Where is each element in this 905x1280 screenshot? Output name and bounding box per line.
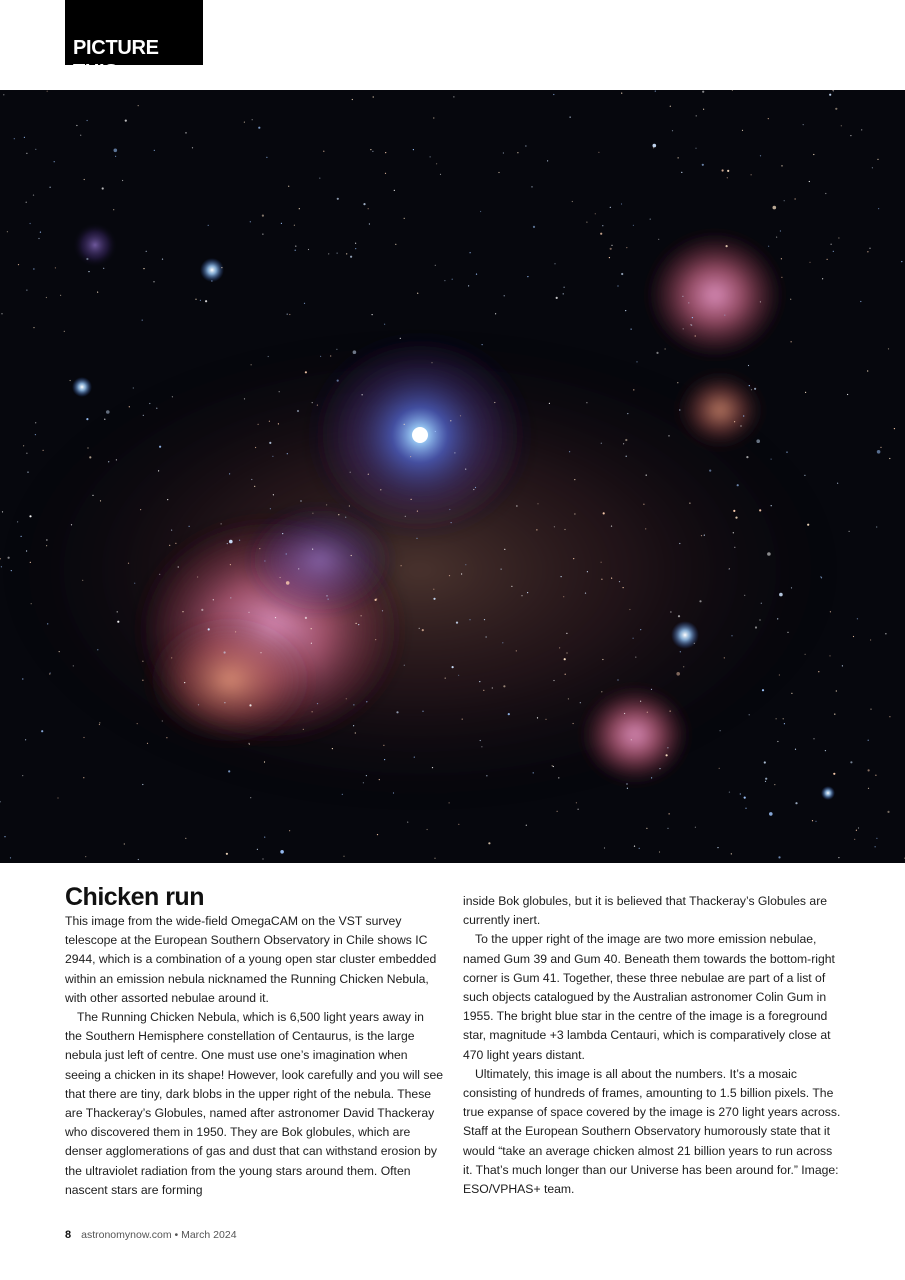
nebula-photo xyxy=(0,90,905,863)
section-tag: PICTURE THIS xyxy=(65,0,203,65)
page-number: 8 xyxy=(65,1229,72,1241)
article-column-right xyxy=(463,892,843,1199)
paragraph: The Running Chicken Nebula, which is 6,500 light years away in the Southern Hemisphere constellation of Centaurus, is the large nebula just left of centre. One must use one’s imagination when seeing a chicken in its shape! However, look carefully and you will see that there are tiny, dark blobs in the upper right of the nebula. These are Thackeray’s Globules, named after astronomer David Thackeray who discovered them in 1950. They are Bok globules, which are denser agglomerations of gas and dust that can withstand erosion by the ultraviolet radiation from the young stars around them. Often nascent stars are forming xyxy=(65,1010,444,1197)
article xyxy=(65,882,840,1202)
paragraph: To the upper right of the image are two more emission nebulae, named Gum 39 and Gum 40. Beneath them towards the bottom-right corner is Gum 41. Together, these three nebulae are part of a list of such objects catalogued by the Australian astronomer Colin Gum in 1955. The bright blue star in the centre of the image is a foreground star, magnitude +3 lambda Centauri, which is comparatively close at 470 light years distant. xyxy=(463,932,835,1062)
article-headline: Chicken run xyxy=(65,883,204,911)
page-footer xyxy=(65,1228,237,1242)
article-column-left xyxy=(65,912,443,1200)
paragraph: Ultimately, this image is all about the numbers. It’s a mosaic consisting of hundreds of frames, amounting to 1.5 billion pixels. The true expanse of space covered by the image is 270 light years across. Staff at the European Southern Observatory humorously state that it would “take an average chicken almost 21 billion years to run across it. That’s much longer than our Universe has been around for.” Image: ESO/VPHAS+ team. xyxy=(463,1066,841,1197)
paragraph: inside Bok globules, but it is believed that Thackeray’s Globules are currently inert. xyxy=(463,894,828,928)
footer-source: astronomynow.com • March 2024 xyxy=(81,1229,237,1241)
paragraph: This image from the wide-field OmegaCAM on the VST survey telescope at the European Southern Observatory in Chile shows IC 2944, which is a combination of a young open star cluster embedded within an emission nebula nicknamed the Running Chicken Nebula, with other assorted nebulae around it. xyxy=(65,914,437,1005)
